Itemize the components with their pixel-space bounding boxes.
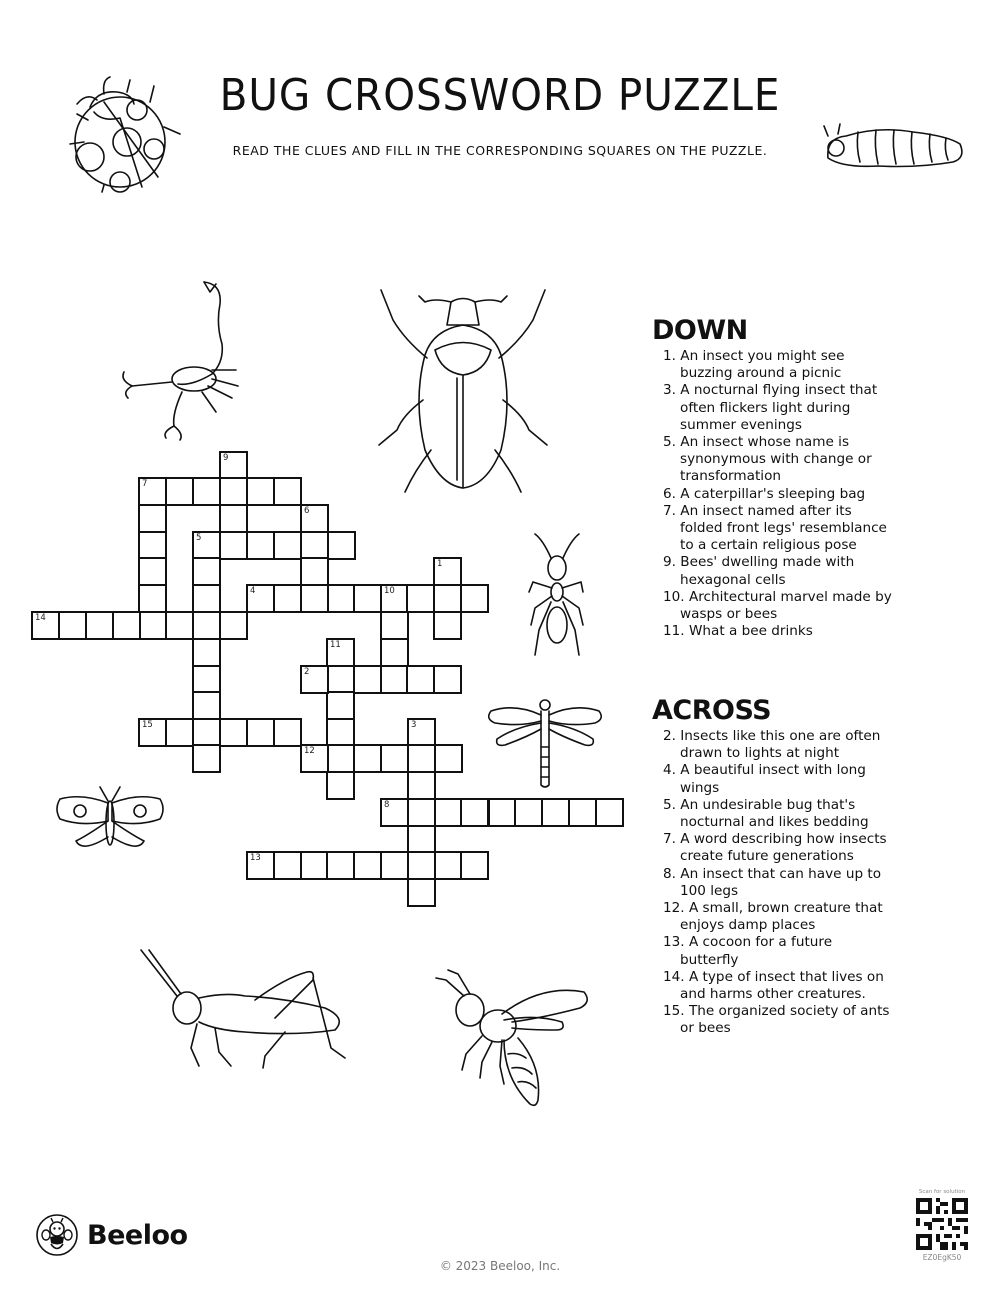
qr-code-text: EZ0EgK50	[922, 1253, 962, 1262]
grid-cell[interactable]	[300, 531, 329, 560]
clue-number: 2	[304, 667, 310, 677]
grid-cell[interactable]	[246, 718, 275, 747]
grid-cell[interactable]	[326, 665, 355, 694]
grid-cell[interactable]	[460, 584, 489, 613]
grid-cell[interactable]	[380, 744, 409, 773]
across-heading: ACROSS	[652, 695, 772, 726]
grid-cell-1[interactable]	[433, 557, 462, 586]
grid-cell-3[interactable]	[407, 718, 436, 747]
across-clue-7: 7. A word describing how insects create future generations	[663, 831, 887, 865]
grid-cell[interactable]	[219, 531, 248, 560]
grid-cell[interactable]	[192, 557, 221, 586]
grid-cell[interactable]	[407, 744, 436, 773]
grid-cell[interactable]	[488, 798, 517, 827]
grid-cell[interactable]	[112, 611, 141, 640]
grid-cell[interactable]	[138, 584, 167, 613]
grid-cell[interactable]	[273, 584, 302, 613]
copyright: © 2023 Beeloo, Inc.	[439, 1259, 561, 1273]
clue-number: 4	[250, 586, 256, 596]
clues-down	[652, 316, 892, 640]
grid-cell[interactable]	[406, 665, 435, 694]
grid-cell-10[interactable]	[380, 584, 409, 613]
grid-cell-12[interactable]	[300, 744, 329, 773]
bee-logo-icon	[35, 1213, 79, 1257]
grid-cell[interactable]	[138, 504, 167, 533]
grid-cell[interactable]	[192, 744, 221, 773]
grid-cell[interactable]	[138, 531, 167, 560]
grid-cell-2[interactable]	[300, 665, 329, 694]
grid-cell[interactable]	[568, 798, 597, 827]
grid-cell[interactable]	[326, 718, 355, 747]
grid-cell-8[interactable]	[380, 798, 409, 827]
grid-cell[interactable]	[165, 477, 194, 506]
grid-cell[interactable]	[407, 771, 436, 800]
across-clue-8: 8. An insect that can have up to 100 legs	[663, 865, 882, 899]
grid-cell-4[interactable]	[246, 584, 275, 613]
grid-cell[interactable]	[138, 557, 167, 586]
grid-cell-14[interactable]	[31, 611, 60, 640]
clue-number: 11	[330, 640, 341, 650]
clue-number: 1	[437, 559, 443, 569]
grid-cell[interactable]	[380, 851, 409, 880]
grid-cell[interactable]	[460, 798, 489, 827]
down-clue-3: 3. A nocturnal flying insect that often flickers light during summer evenings	[663, 382, 878, 433]
grid-cell[interactable]	[192, 611, 221, 640]
clue-number: 6	[304, 506, 310, 516]
grid-cell[interactable]	[273, 851, 302, 880]
clue-number: 10	[384, 586, 395, 596]
grid-cell[interactable]	[460, 851, 489, 880]
grid-cell[interactable]	[434, 851, 463, 880]
grid-cell[interactable]	[326, 744, 355, 773]
grid-cell[interactable]	[407, 825, 436, 854]
grid-cell-5[interactable]	[192, 531, 221, 560]
grid-cell[interactable]	[246, 531, 275, 560]
down-clue-10: 10. Architectural marvel made by wasps or bees	[663, 588, 892, 623]
grid-cell[interactable]	[380, 611, 409, 640]
grid-cell[interactable]	[407, 878, 436, 907]
instructions: READ THE CLUES AND FILL IN THE CORRESPONDING SQUARES ON THE PUZZLE.	[232, 143, 768, 158]
clue-number: 15	[142, 720, 153, 730]
grid-cell[interactable]	[300, 584, 329, 613]
grid-cell[interactable]	[246, 477, 275, 506]
across-clue-12: 12. A small, brown creature that enjoys damp places	[663, 900, 883, 934]
grid-cell[interactable]	[380, 665, 409, 694]
grid-cell[interactable]	[300, 557, 329, 586]
clue-number: 5	[196, 533, 202, 543]
clue-number: 12	[304, 746, 315, 756]
qr-label: Scan for solution	[918, 1189, 966, 1195]
grid-cell[interactable]	[327, 531, 356, 560]
grid-cell[interactable]	[406, 584, 435, 613]
grid-cell[interactable]	[192, 691, 221, 720]
grid-cell[interactable]	[165, 718, 194, 747]
grid-cell[interactable]	[273, 718, 302, 747]
clue-number: 8	[384, 800, 390, 810]
across-clue-15: 15. The organized society of ants or bees	[663, 1003, 890, 1037]
grid-cell[interactable]	[595, 798, 624, 827]
grid-cell[interactable]	[541, 798, 570, 827]
grid-cell-13[interactable]	[246, 851, 275, 880]
grid-cell[interactable]	[326, 771, 355, 800]
grid-cell-6[interactable]	[300, 504, 329, 533]
clue-number: 3	[411, 720, 417, 730]
grid-cell[interactable]	[434, 744, 463, 773]
down-clue-11: 11. What a bee drinks	[663, 623, 813, 640]
clue-number: 9	[223, 453, 229, 463]
grid-cell[interactable]	[353, 584, 382, 613]
down-clue-7: 7. An insect named after its folded front legs' resemblance to a certain religious pose	[663, 502, 887, 554]
brand-logo	[35, 1213, 188, 1257]
across-clue-2: 2. Insects like this one are often drawn to lights at night	[663, 728, 881, 762]
across-clue-13: 13. A cocoon for a future butterfly	[663, 934, 833, 968]
grid-cell[interactable]	[219, 611, 248, 640]
grid-cell[interactable]	[219, 718, 248, 747]
grid-cell[interactable]	[433, 665, 462, 694]
solution-qr[interactable]	[912, 1189, 972, 1262]
down-heading: DOWN	[652, 315, 748, 346]
grid-cell-7[interactable]	[138, 477, 167, 506]
grid-cell[interactable]	[380, 638, 409, 667]
grid-cell[interactable]	[219, 477, 248, 506]
grid-cell[interactable]	[434, 798, 463, 827]
grid-cell[interactable]	[165, 611, 194, 640]
grid-cell[interactable]	[219, 504, 248, 533]
down-clue-9: 9. Bees' dwelling made with hexagonal cells	[663, 554, 855, 588]
grid-cell[interactable]	[353, 665, 382, 694]
grid-cell[interactable]	[192, 718, 221, 747]
grid-cell[interactable]	[138, 611, 167, 640]
grid-cell[interactable]	[433, 584, 462, 613]
grid-cell[interactable]	[192, 477, 221, 506]
grid-cell[interactable]	[58, 611, 87, 640]
grid-cell[interactable]	[273, 477, 302, 506]
grid-cell[interactable]	[85, 611, 114, 640]
clue-number: 13	[250, 853, 261, 863]
clue-number: 7	[142, 479, 148, 489]
clue-number: 14	[35, 613, 46, 623]
across-clue-5: 5. An undesirable bug that's nocturnal and likes bedding	[663, 796, 869, 831]
grid-cell[interactable]	[353, 851, 382, 880]
grid-cell[interactable]	[192, 584, 221, 613]
across-clue-4: 4. A beautiful insect with long wings	[663, 762, 866, 796]
down-clue-1: 1. An insect you might see buzzing around a picnic	[663, 348, 845, 382]
grid-cell[interactable]	[326, 851, 355, 880]
grid-cell-9[interactable]	[219, 451, 248, 480]
clues-across	[652, 696, 892, 1038]
grid-cell[interactable]	[327, 584, 356, 613]
grid-cell[interactable]	[433, 611, 462, 640]
grid-cell[interactable]	[300, 851, 329, 880]
page-title: BUG CROSSWORD PUZZLE	[219, 70, 781, 121]
grid-cell[interactable]	[326, 691, 355, 720]
across-clue-14: 14. A type of insect that lives on and harms other creatures.	[663, 968, 884, 1003]
grid-cell[interactable]	[273, 531, 302, 560]
grid-cell[interactable]	[192, 665, 221, 694]
grid-cell[interactable]	[407, 798, 436, 827]
grid-cell[interactable]	[353, 744, 382, 773]
brand-name: Beeloo	[87, 1219, 188, 1251]
down-clue-5: 5. An insect whose name is synonymous with change or transformation	[663, 434, 872, 485]
grid-cell[interactable]	[407, 851, 436, 880]
down-clue-6: 6. A caterpillar's sleeping bag	[663, 485, 866, 502]
grid-cell[interactable]	[192, 638, 221, 667]
grid-cell[interactable]	[514, 798, 543, 827]
qr-code-icon[interactable]	[916, 1198, 968, 1250]
grid-cell-11[interactable]	[326, 638, 355, 667]
grid-cell-15[interactable]	[138, 718, 167, 747]
